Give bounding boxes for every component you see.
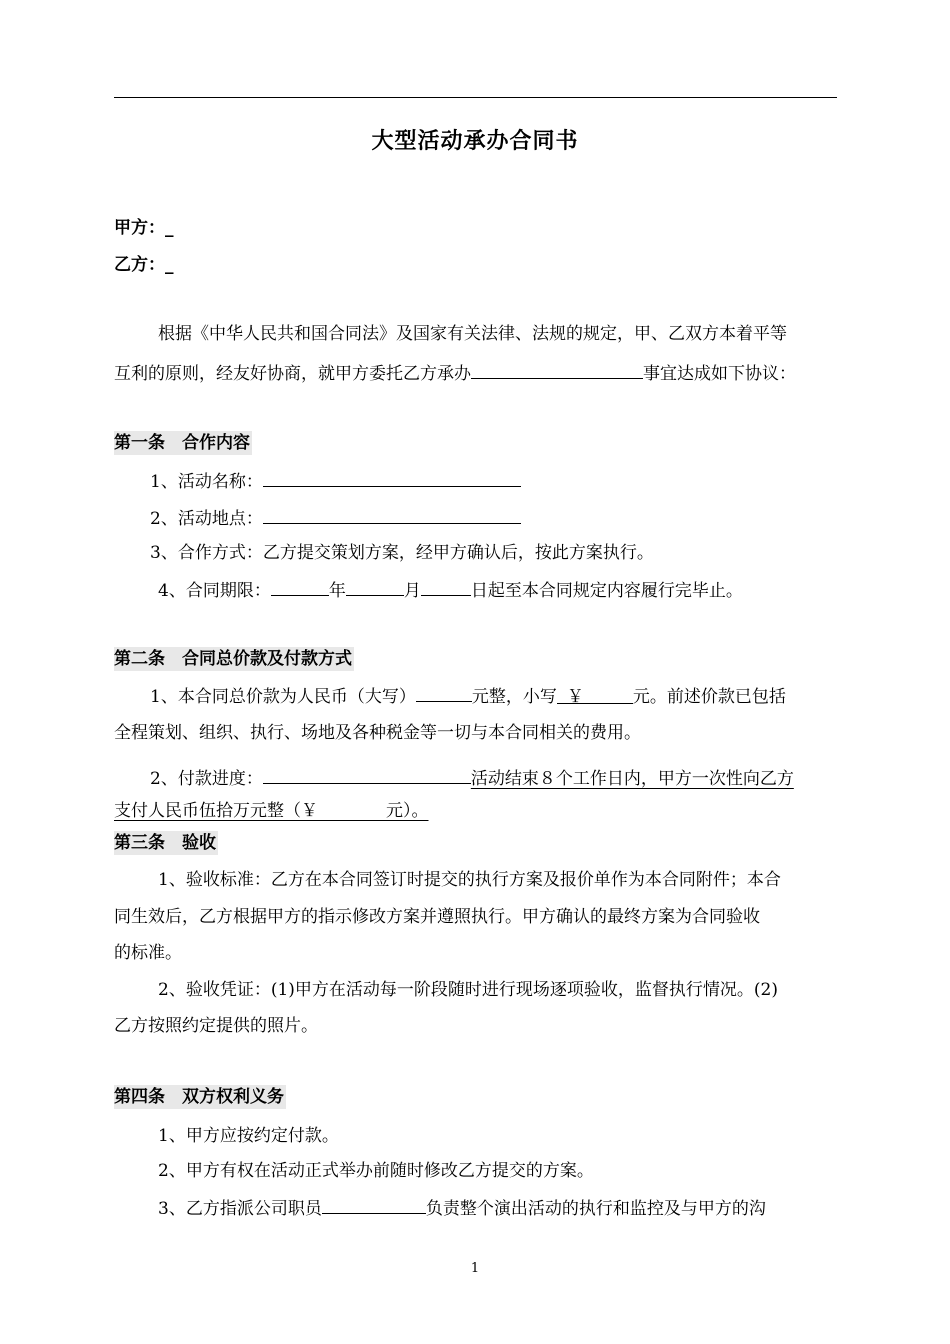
section-2-item-1 <box>150 683 786 709</box>
year-text: 年 <box>328 581 346 601</box>
staff-name-blank <box>322 1195 426 1214</box>
party-a-label: 甲方：_ <box>114 218 174 238</box>
section-1-heading: 第一条 合作内容 <box>114 433 250 453</box>
total-price-label: 1、本合同总价款为人民币（大写） <box>150 687 416 707</box>
section-3-heading: 第三条 验收 <box>114 833 216 853</box>
event-name-blank <box>263 468 521 487</box>
section-4-item-1: 1、甲方应按约定付款。 <box>158 1126 339 1146</box>
header-rule <box>114 97 837 98</box>
page-number: 1 <box>470 1261 480 1276</box>
term-text-after: 日起至本合同规定内容履行完毕止。 <box>470 581 743 601</box>
section-1-item-4 <box>158 577 743 603</box>
total-price-after: 元。前述价款已包括 <box>632 687 786 707</box>
term-label: 4、合同期限： <box>158 581 271 601</box>
section-4-item-2: 2、甲方有权在活动正式举办前随时修改乙方提交的方案。 <box>158 1161 594 1181</box>
section-3-item-2-line-1: 2、验收凭证：(1)甲方在活动每一阶段随时进行现场逐项验收，监督执行情况。(2) <box>158 980 778 1000</box>
payment-schedule-text: 活动结束８个工作日内，甲方一次性向乙方 <box>470 769 794 789</box>
payment-schedule-blank <box>263 765 471 784</box>
preamble-text-before: 互利的原则，经友好协商，就甲方委托乙方承办 <box>114 364 471 384</box>
event-venue-label: 2、活动地点： <box>150 509 263 529</box>
activity-blank <box>471 360 643 379</box>
section-1-item-3: 3、合作方式：乙方提交策划方案，经甲方确认后，按此方案执行。 <box>150 543 654 563</box>
amount-figures-blank <box>557 685 633 707</box>
preamble-line-2 <box>114 360 796 386</box>
event-venue-blank <box>263 505 521 524</box>
preamble-line-1: 根据《中华人民共和国合同法》及国家有关法律、法规的规定，甲、乙双方本着平等 <box>158 324 787 344</box>
section-3-item-1-line-2: 同生效后，乙方根据甲方的指示修改方案并遵照执行。甲方确认的最终方案为合同验收 <box>114 907 760 927</box>
payment-schedule-label: 2、付款进度： <box>150 769 263 789</box>
section-3-item-2-line-2: 乙方按照约定提供的照片。 <box>114 1016 318 1036</box>
total-price-mid: 元整，小写 <box>471 687 557 707</box>
section-2-heading: 第二条 合同总价款及付款方式 <box>114 649 352 669</box>
section-1-item-2 <box>150 505 521 531</box>
section-2-item-1-line-2: 全程策划、组织、执行、场地及各种税金等一切与本合同相关的费用。 <box>114 723 641 743</box>
section-4-heading: 第四条 双方权利义务 <box>114 1087 284 1107</box>
section-3-item-1-line-1: 1、验收标准：乙方在本合同签订时提交的执行方案及报价单作为本合同附件；本合 <box>158 870 781 890</box>
section-1-item-1 <box>150 468 521 494</box>
day-blank <box>421 577 471 596</box>
year-blank <box>271 577 329 596</box>
party-b-label: 乙方：_ <box>114 255 174 275</box>
section-2-item-2-line-2: 支付人民币伍拾万元整（￥ 元）。 <box>114 801 429 821</box>
staff-text-after: 负责整个演出活动的执行和监控及与甲方的沟 <box>425 1199 766 1219</box>
amount-words-blank <box>416 683 472 702</box>
section-3-item-1-line-3: 的标准。 <box>114 943 182 963</box>
staff-label: 3、乙方指派公司职员 <box>158 1199 322 1219</box>
month-blank <box>346 577 404 596</box>
section-4-item-3 <box>158 1195 766 1221</box>
preamble-text-after: 事宜达成如下协议： <box>643 364 796 384</box>
month-text: 月 <box>403 581 421 601</box>
section-2-item-2 <box>150 765 794 791</box>
document-title: 大型活动承办合同书 <box>371 129 579 154</box>
yen-symbol: ￥ <box>566 687 584 707</box>
event-name-label: 1、活动名称： <box>150 472 263 492</box>
